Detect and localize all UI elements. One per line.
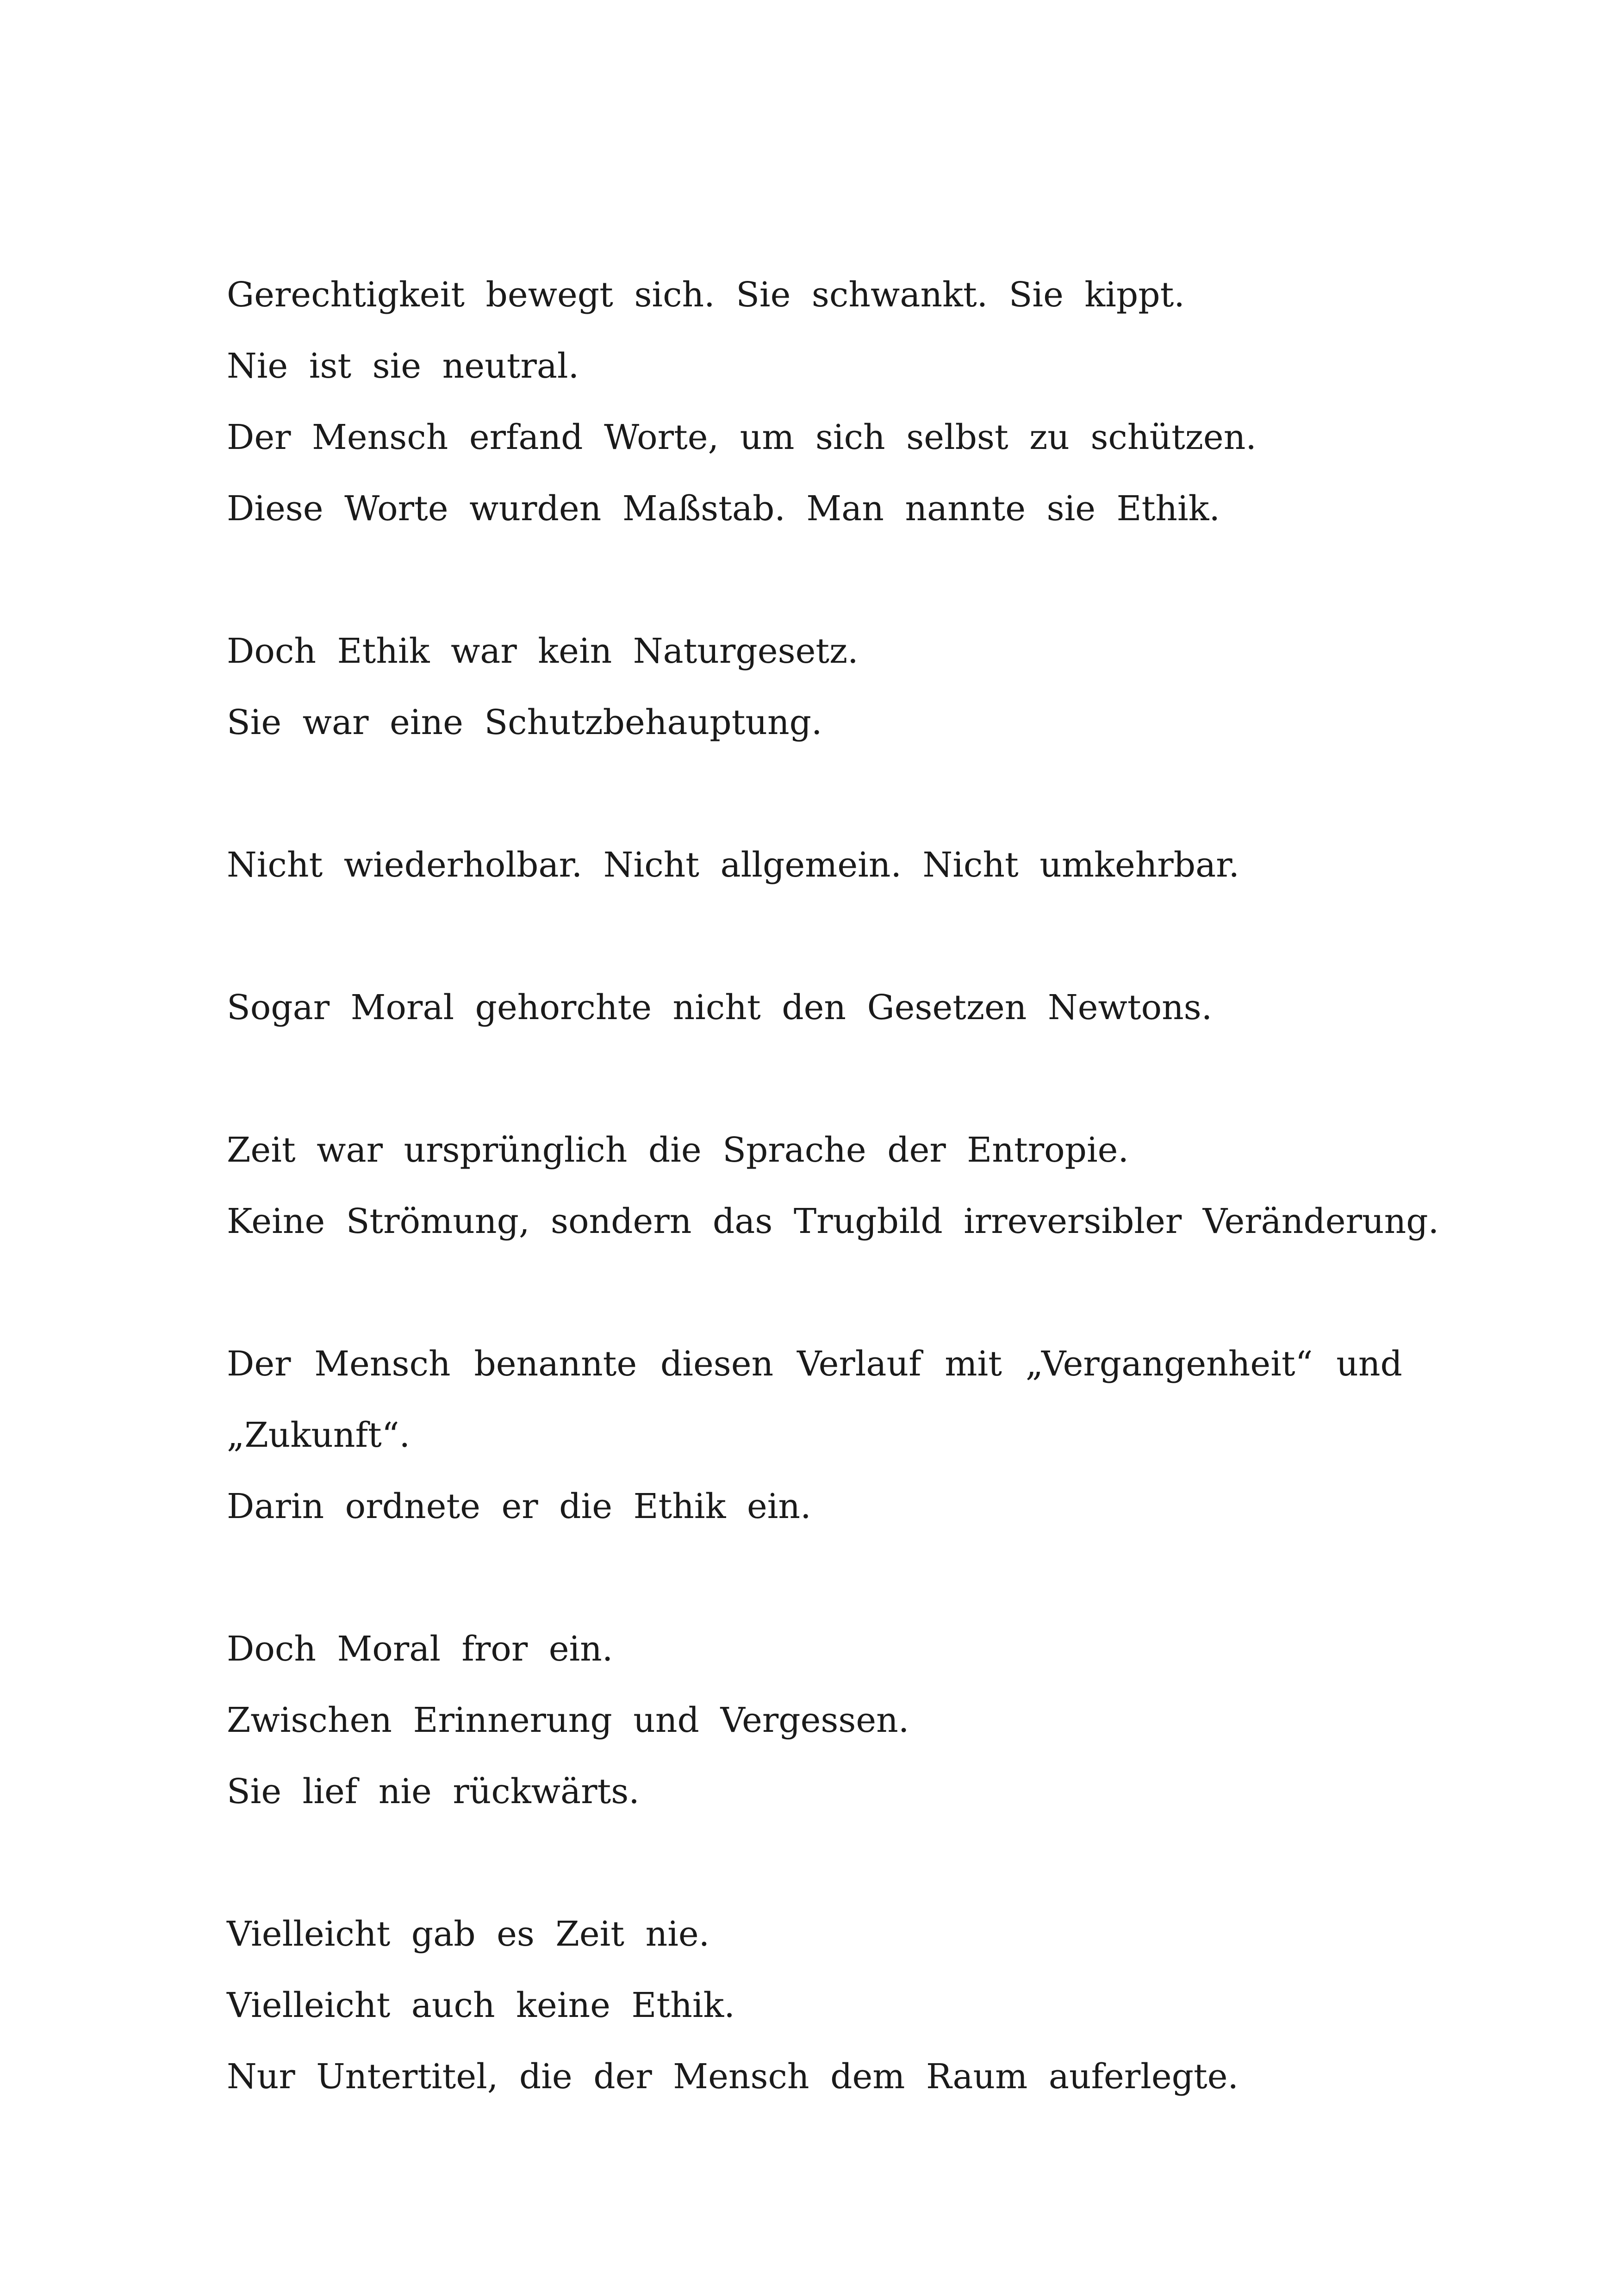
stanza-break [227,758,1402,829]
justified-text-line [227,1328,1402,1400]
text-line: Darin ordnete er die Ethik ein. [227,1487,811,1526]
text-line: Gerechtigkeit bewegt sich. Sie schwankt. Sie kippt. [227,275,1185,315]
text-line: Doch Ethik war kein Naturgesetz. [227,631,859,671]
text-line: Vielleicht gab es Zeit nie. [227,1914,710,1954]
word: diesen [660,1344,774,1384]
text-line: Sie war eine Schutzbehauptung. [227,703,822,742]
text-line: Doch Moral fror ein. [227,1629,613,1669]
text-line: Zwischen Erinnerung und Vergessen. [227,1700,909,1740]
text-line: „Zukunft“. [227,1415,411,1455]
stanza-break [227,901,1402,972]
word: „Vergangenheit“ [1025,1344,1313,1384]
word: Der [227,1344,291,1384]
word: und [1336,1344,1402,1384]
text-line: Der Mensch erfand Worte, um sich selbst zu schützen. [227,417,1257,457]
text-line: Vielleicht auch keine Ethik. [227,1985,735,2025]
text-line: Nur Untertitel, die der Mensch dem Raum auferlegte. [227,2057,1239,2097]
text-line: Nie ist sie neutral. [227,346,579,386]
stanza-break [227,1542,1402,1613]
text-line: Sie lief nie rückwärts. [227,1772,640,1811]
text-line: Keine Strömung, sondern das Trugbild irreversibler Veränderung. [227,1201,1439,1241]
word: Mensch [314,1344,451,1384]
word: benannte [474,1344,637,1384]
text-line: Sogar Moral gehorchte nicht den Gesetzen Newtons. [227,988,1213,1027]
text-line: Diese Worte wurden Maßstab. Man nannte sie Ethik. [227,489,1220,529]
word: mit [945,1344,1002,1384]
text-line: Nicht wiederholbar. Nicht allgemein. Nicht umkehrbar. [227,845,1240,885]
stanza-break [227,1827,1402,1898]
word: Verlauf [797,1344,921,1384]
stanza-break [227,544,1402,616]
text-line: Zeit war ursprünglich die Sprache der Entropie. [227,1130,1129,1170]
stanza-break [227,1257,1402,1328]
poem-text [227,259,1439,2112]
stanza-break [227,1043,1402,1114]
